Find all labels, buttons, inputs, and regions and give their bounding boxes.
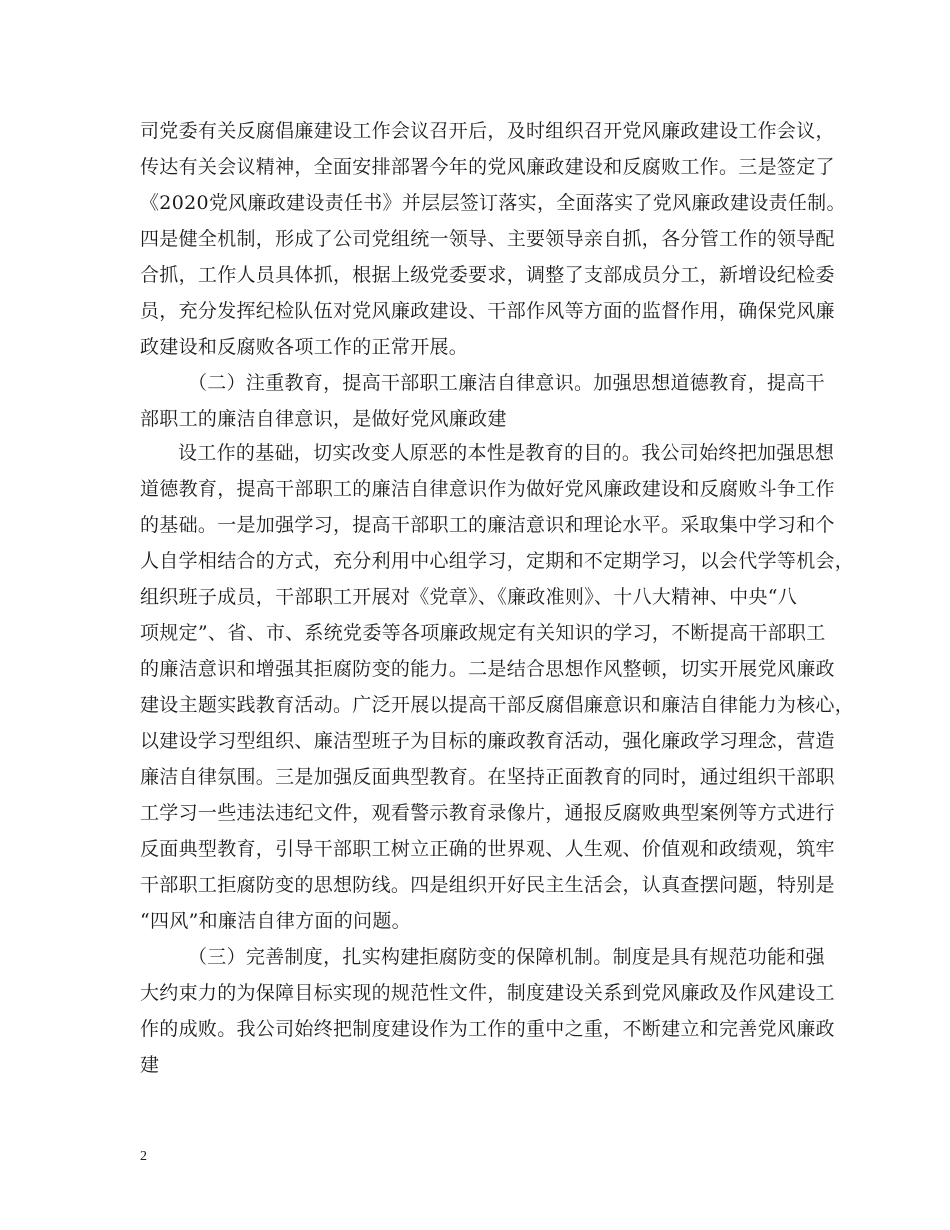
text-line: 道德教育，提高干部职工的廉洁自律意识作为做好党风廉政建设和反腐败斗争工作	[140, 478, 835, 500]
text-line: 建设主题实践教育活动。广泛开展以提高干部反腐倡廉意识和廉洁自律能力为核心，	[140, 694, 855, 716]
text-line: 大约束力的为保障目标实现的规范性文件，制度建设关系到党风廉政及作风建设工	[140, 982, 835, 1004]
text-line: 四是健全机制，形成了公司党组统一领导、主要领导亲自抓，各分管工作的领导配	[140, 228, 835, 250]
text-line: 政建设和反腐败各项工作的正常开展。	[140, 336, 469, 358]
text-line: 建	[140, 1054, 160, 1076]
text-line: 员，充分发挥纪检队伍对党风廉政建设、干部作风等方面的监督作用，确保党风廉	[140, 300, 835, 322]
text-line: 设工作的基础，切实改变人原恶的本性是教育的目的。我公司始终把加强思想	[178, 442, 835, 464]
text-line: 《2020党风廉政建设责任书》并层层签订落实，全面落实了党风廉政建设责任制。	[140, 192, 846, 214]
text-line: 反面典型教育，引导干部职工树立正确的世界观、人生观、价值观和政绩观，筑牢	[140, 838, 835, 860]
text-line: 的基础。一是加强学习，提高干部职工的廉洁意识和理论水平。采取集中学习和个	[140, 514, 835, 536]
text-line: 工学习一些违法违纪文件，观看警示教育录像片，通报反腐败典型案例等方式进行	[140, 802, 835, 824]
text-line: 项规定”、省、市、系统党委等各项廉政规定有关知识的学习，不断提高干部职工	[140, 622, 826, 644]
text-line: 以建设学习型组织、廉洁型班子为目标的廉政教育活动，强化廉政学习理念，营造	[140, 730, 835, 752]
text-line: 司党委有关反腐倡廉建设工作会议召开后，及时组织召开党风廉政建设工作会议，	[140, 120, 835, 142]
text-line: 廉洁自律氛围。三是加强反面典型教育。在坚持正面教育的同时，通过组织干部职	[140, 766, 835, 788]
paragraph-heading: （二）注重教育，提高干部职工廉洁自律意识。加强思想道德教育，提高干	[188, 372, 825, 394]
text-line: 的廉洁意识和增强其拒腐防变的能力。二是结合思想作风整顿，切实开展党风廉政	[140, 658, 835, 680]
text-line: “四风”和廉洁自律方面的问题。	[140, 910, 411, 932]
text-line: 部职工的廉洁自律意识，是做好党风廉政建	[140, 408, 507, 430]
text-line: 组织班子成员，干部职工开展对《党章》、《廉政准则》、十八大精神、中央“八	[140, 586, 798, 608]
page-number: 2	[140, 1149, 147, 1164]
text-line: 干部职工拒腐防变的思想防线。四是组织开好民主生活会，认真查摆问题，特别是	[140, 874, 835, 896]
text-line: 合抓，工作人员具体抓，根据上级党委要求，调整了支部成员分工，新增设纪检委	[140, 264, 835, 286]
paragraph-heading: （三）完善制度，扎实构建拒腐防变的保障机制。制度是具有规范功能和强	[188, 946, 825, 968]
text-line: 人自学相结合的方式，充分利用中心组学习，定期和不定期学习，以会代学等机会，	[140, 550, 855, 572]
text-line: 传达有关会议精神，全面安排部署今年的党风廉政建设和反腐败工作。三是签定了	[140, 156, 835, 178]
text-line: 作的成败。我公司始终把制度建设作为工作的重中之重，不断建立和完善党风廉政	[140, 1018, 835, 1040]
